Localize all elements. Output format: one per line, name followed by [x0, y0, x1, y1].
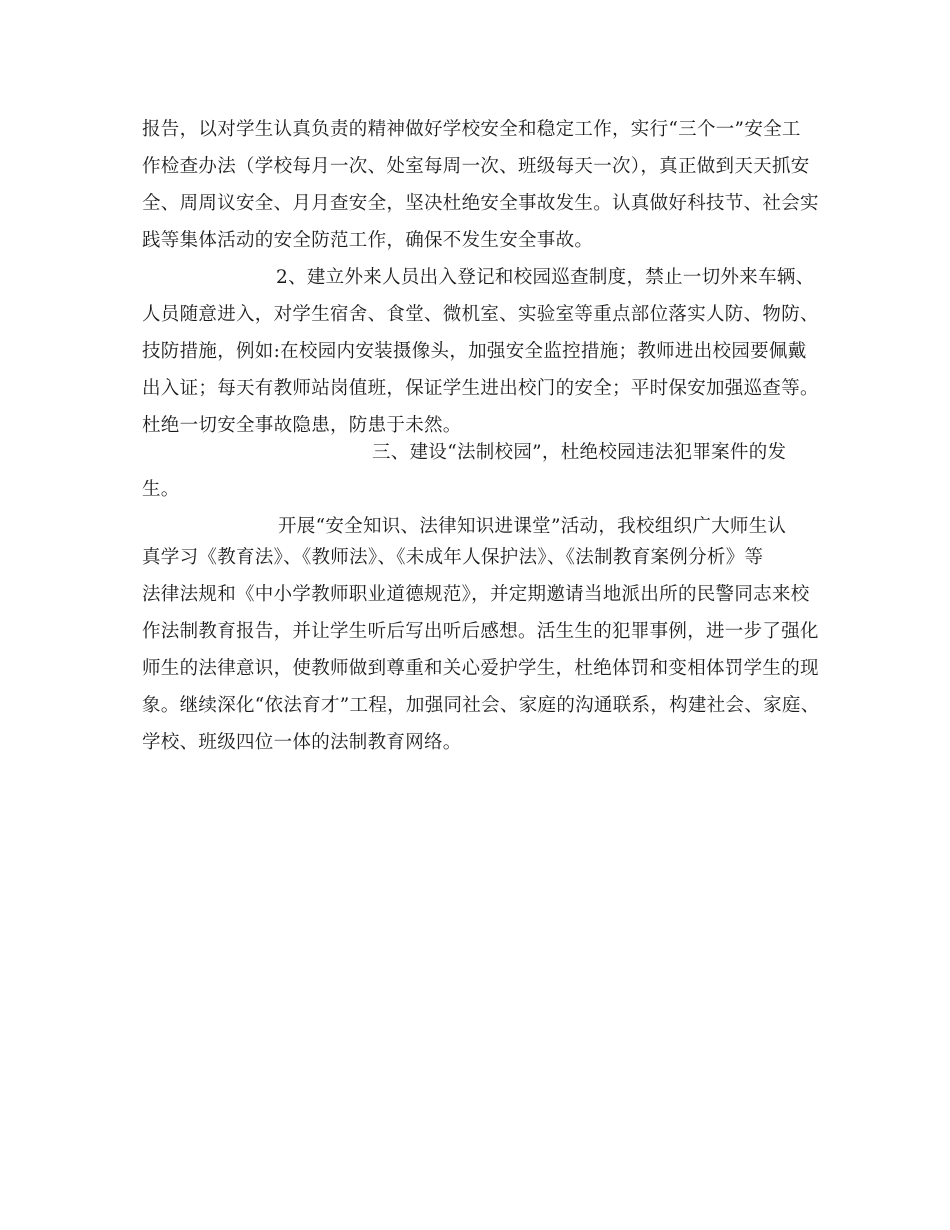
text-line: 象。继续深化“依法育才”工程，加强同社会、家庭的沟通联系，构建社会、家庭、 — [142, 695, 820, 716]
text-line: 技防措施，例如:在校园内安装摄像头，加强安全监控措施；教师进出校园要佩戴 — [142, 341, 807, 362]
text-line: 学校、班级四位一体的法制教育网络。 — [142, 732, 462, 753]
text-line: 师生的法律意识，使教师做到尊重和关心爱护学生，杜绝体罚和变相体罚学生的现 — [142, 658, 819, 679]
text-line: 生。 — [142, 479, 180, 500]
text-line: 作法制教育报告，并让学生听后写出听后感想。活生生的犯罪事例，进一步了强化 — [142, 621, 819, 642]
text-line: 报告，以对学生认真负责的精神做好学校安全和稳定工作，实行“三个一”安全工 — [142, 119, 801, 140]
text-line: 真学习《教育法》、《教师法》、《未成年人保护法》、《法制教育案例分析》等 — [142, 547, 764, 568]
section-heading: 三、建设“法制校园”，杜绝校园违法犯罪案件的发 — [372, 442, 787, 463]
text-line: 人员随意进入，对学生宿舍、食堂、微机室、实验室等重点部位落实人防、物防、 — [142, 304, 819, 325]
text-line: 开展“安全知识、法律知识进课堂”活动，我校组织广大师生认 — [278, 516, 787, 537]
text-line: 法律法规和《中小学教师职业道德规范》，并定期邀请当地派出所的民警同志来校 — [142, 584, 810, 605]
text-line: 全、周周议安全、月月查安全，坚决杜绝安全事故发生。认真做好科技节、社会实 — [142, 193, 819, 214]
text-line: 出入证；每天有教师站岗值班，保证学生进出校门的安全；平时保安加强巡查等。 — [142, 378, 819, 399]
text-line: 杜绝一切安全事故隐患，防患于未然。 — [142, 415, 462, 436]
text-line: 践等集体活动的安全防范工作，确保不发生安全事故。 — [142, 230, 594, 251]
text-line: 作检查办法（学校每月一次、处室每周一次、班级每天一次），真正做到天天抓安 — [142, 156, 810, 177]
text-line: 2、建立外来人员出入登记和校园巡查制度，禁止一切外来车辆、 — [276, 267, 815, 288]
